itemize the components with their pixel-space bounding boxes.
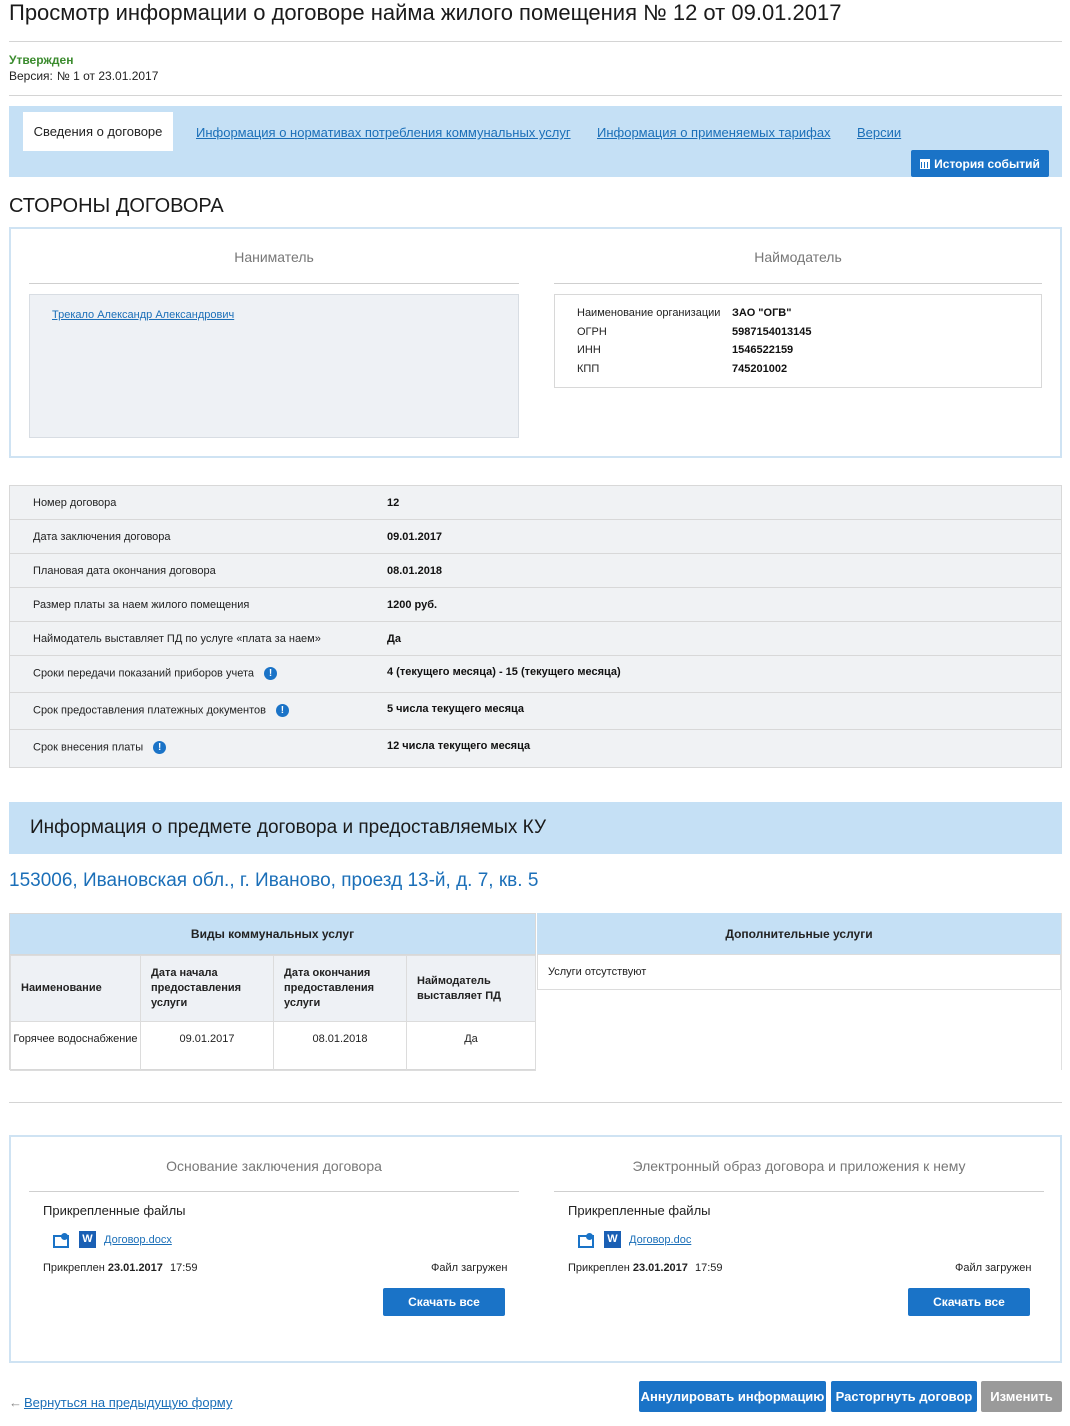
divider <box>9 95 1062 96</box>
table-row <box>10 588 1061 622</box>
file-link[interactable]: Договор.doc <box>629 1233 692 1246</box>
attached-info <box>568 1262 723 1274</box>
column-header: Наименование <box>11 956 141 1022</box>
word-icon: W <box>604 1231 621 1248</box>
row-value: 09.01.2017 <box>387 531 443 543</box>
divider <box>554 1191 1044 1192</box>
row-value: 12 <box>387 497 400 509</box>
download-all-button[interactable]: Скачать все <box>908 1288 1030 1316</box>
download-all-button[interactable]: Скачать все <box>383 1288 505 1316</box>
documents-panel <box>9 1135 1062 1363</box>
table-row <box>10 486 1061 520</box>
table-row <box>10 693 1061 730</box>
row-value: Да <box>387 633 401 645</box>
table-cell: Да <box>407 1022 536 1071</box>
landlord-kpp-label: КПП <box>577 363 600 375</box>
file-row <box>53 1231 172 1248</box>
tenant-box <box>29 294 519 438</box>
version-value: № 1 от 23.01.2017 <box>56 69 159 83</box>
landlord-kpp-value: 745201002 <box>732 363 788 375</box>
landlord-org-label: Наименование организации <box>577 307 721 319</box>
ku-banner-title: Информация о предмете договора и предоставляемых КУ <box>30 817 547 838</box>
landlord-box <box>554 294 1042 388</box>
terminate-button[interactable]: Расторгнуть договор <box>831 1381 977 1412</box>
tenant-name-link[interactable]: Трекало Александр Александрович <box>52 309 235 321</box>
row-value: 4 (текущего месяца) - 15 (текущего месяца) <box>387 666 621 678</box>
row-label-text: Срок предоставления платежных документов <box>33 704 266 717</box>
certificate-icon[interactable] <box>53 1233 69 1247</box>
tab-bar <box>9 106 1062 177</box>
back-link[interactable]: Вернуться на предыдущую форму <box>24 1395 233 1410</box>
row-label: Номер договора <box>33 497 117 509</box>
attached-time: 17:59 <box>694 1262 723 1274</box>
attached-date: 23.01.2017 <box>107 1262 163 1274</box>
ku-banner <box>9 802 1062 854</box>
calendar-icon <box>920 159 930 169</box>
version-label: Версия: <box>9 69 53 83</box>
divider <box>29 1191 519 1192</box>
info-icon[interactable]: ! <box>264 667 277 680</box>
edit-button[interactable]: Изменить <box>981 1381 1062 1412</box>
row-value: 1200 руб. <box>387 599 438 611</box>
divider <box>9 41 1062 42</box>
table-row <box>10 520 1061 554</box>
landlord-inn-label: ИНН <box>577 344 601 356</box>
tab-consumption-norms[interactable]: Информация о нормативах потребления коммунальных услуг <box>196 125 571 140</box>
tab-contract-info[interactable]: Сведения о договоре <box>23 112 173 151</box>
table-cell: 08.01.2018 <box>274 1022 407 1071</box>
row-label: Размер платы за наем жилого помещения <box>33 599 250 611</box>
table-header-row <box>11 956 536 1022</box>
row-label: Дата заключения договора <box>33 531 171 543</box>
column-header: Наймодатель выставляет ПД <box>407 956 536 1022</box>
utility-services-title: Виды коммунальных услуг <box>10 914 535 955</box>
property-address: 153006, Ивановская обл., г. Иваново, проезд 13-й, д. 7, кв. 5 <box>9 870 539 891</box>
row-label <box>33 667 277 680</box>
divider <box>29 283 519 284</box>
history-button-label: История событий <box>934 156 1040 171</box>
electronic-copy-title: Электронный образ договора и приложения к нему <box>632 1158 966 1174</box>
back-arrow-icon: ← <box>9 1395 22 1410</box>
contract-info-table <box>9 485 1062 768</box>
tenant-title: Наниматель <box>234 249 314 265</box>
file-loaded-status: Файл загружен <box>431 1262 508 1274</box>
landlord-title: Наймодатель <box>754 249 842 265</box>
attached-time: 17:59 <box>169 1262 198 1274</box>
additional-services-title: Дополнительные услуги <box>537 913 1061 954</box>
attached-files-label: Прикрепленные файлы <box>568 1203 711 1218</box>
landlord-ogrn-label: ОГРН <box>577 326 607 338</box>
file-loaded-status: Файл загружен <box>955 1262 1032 1274</box>
row-value: 08.01.2018 <box>387 565 443 577</box>
tab-versions[interactable]: Версии <box>857 125 902 140</box>
history-button[interactable] <box>911 150 1049 177</box>
attached-info <box>43 1262 198 1274</box>
version-info <box>9 69 162 83</box>
row-value: 12 числа текущего месяца <box>387 740 531 752</box>
row-label <box>33 741 166 754</box>
row-label-text: Срок внесения платы <box>33 741 144 754</box>
empty-message: Услуги отсутствуют <box>548 966 647 978</box>
parties-section-title: СТОРОНЫ ДОГОВОРА <box>9 195 224 217</box>
back-link-container <box>9 1395 232 1410</box>
tab-tariffs[interactable]: Информация о применяемых тарифах <box>597 125 831 140</box>
landlord-org-value: ЗАО "ОГВ" <box>732 307 792 319</box>
info-icon[interactable]: ! <box>153 741 166 754</box>
landlord-ogrn-value: 5987154013145 <box>732 326 812 338</box>
parties-panel <box>9 227 1062 458</box>
utility-services-table <box>10 955 536 1071</box>
utility-services-panel <box>9 913 536 1070</box>
attached-prefix: Прикреплен <box>43 1262 105 1274</box>
additional-services-body <box>537 954 1061 990</box>
table-cell: Горячее водоснабжение <box>11 1022 141 1071</box>
attached-prefix: Прикреплен <box>568 1262 630 1274</box>
row-label-text: Сроки передачи показаний приборов учета <box>33 667 254 680</box>
word-icon: W <box>79 1231 96 1248</box>
file-link[interactable]: Договор.docx <box>104 1233 172 1246</box>
table-cell: 09.01.2017 <box>141 1022 274 1071</box>
row-label: Плановая дата окончания договора <box>33 565 216 577</box>
column-header: Дата окончания предоставления услуги <box>274 956 407 1022</box>
row-label <box>33 704 289 717</box>
row-value: 5 числа текущего месяца <box>387 703 525 715</box>
info-icon[interactable]: ! <box>276 704 289 717</box>
column-header: Дата начала предоставления услуги <box>141 956 274 1022</box>
file-row <box>578 1231 691 1248</box>
table-row <box>10 656 1061 693</box>
landlord-inn-value: 1546522159 <box>732 344 794 356</box>
status-badge: Утвержден <box>9 53 74 67</box>
additional-services-panel <box>537 913 1062 1070</box>
attached-date: 23.01.2017 <box>632 1262 688 1274</box>
row-label: Наймодатель выставляет ПД по услуге «плата за наем» <box>33 633 321 645</box>
divider <box>9 1102 1062 1103</box>
table-row <box>10 730 1061 767</box>
table-row <box>11 1022 536 1071</box>
table-row <box>10 622 1061 656</box>
annul-button[interactable]: Аннулировать информацию <box>639 1381 826 1412</box>
page-title: Просмотр информации о договоре найма жилого помещения № 12 от 09.01.2017 <box>9 0 842 25</box>
divider <box>554 283 1042 284</box>
attached-files-label: Прикрепленные файлы <box>43 1203 186 1218</box>
certificate-icon[interactable] <box>578 1233 594 1247</box>
basis-title: Основание заключения договора <box>166 1158 382 1174</box>
table-row <box>10 554 1061 588</box>
